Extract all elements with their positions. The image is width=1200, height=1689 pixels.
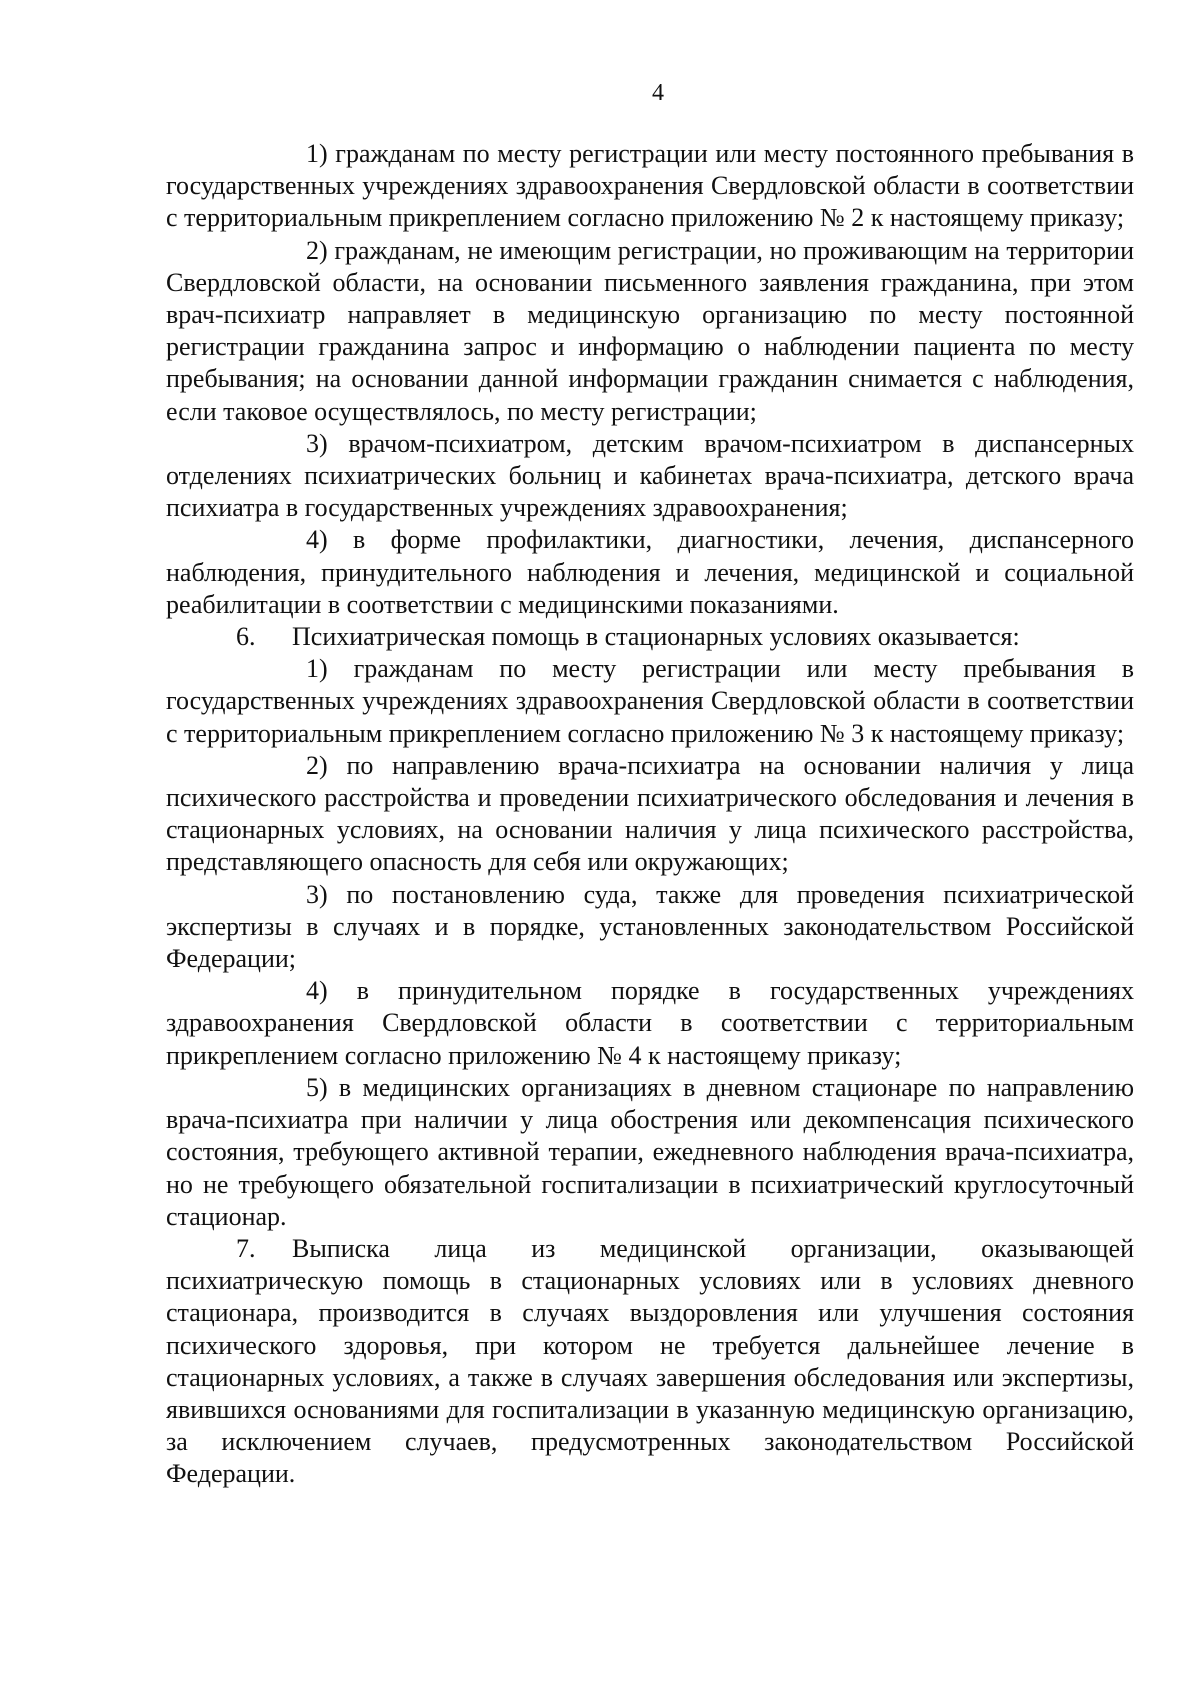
item-text: по направлению врача-психиатра на основании наличия у лица психического расстройства и проведении психиатрического обследования и лечения в стационарных условиях, на основании наличия у лица психического расстройства, представляющего опасность для себя или окружающих; <box>166 750 1135 877</box>
list-item <box>166 879 1134 976</box>
item-text: гражданам по месту регистрации или месту пребывания в государственных учреждениях здравоохранения Свердловской области в соответствии с территориальным прикреплением согласно приложению № 3 к настоящему приказу; <box>166 654 1134 748</box>
section-text: Психиатрическая помощь в стационарных условиях оказывается: <box>292 622 1020 652</box>
section-number: 7. <box>236 1233 256 1263</box>
section-number: 6. <box>236 622 256 652</box>
item-number: 2) <box>306 235 328 265</box>
item-text: по постановлению суда, также для проведения психиатрической экспертизы в случаях и в порядке, установленных законодательством Российской Федерации; <box>166 879 1134 974</box>
list-item <box>166 653 1134 750</box>
list-item <box>166 975 1134 1072</box>
item-text: в медицинских организациях в дневном стационаре по направлению врача-психиатра при наличии у лица обострения или декомпенсация психического состояния, требующего активной терапии, ежедневного наблюдения врача-психиатра, но не требующего обязательной госпитализации в психиатрический круглосуточный стационар. <box>166 1072 1134 1231</box>
page-number: 4 <box>652 80 664 106</box>
section-text: Выписка лица из медицинской организации, оказывающей психиатрическую помощь в стационарных условиях или в условиях дневного стационара, производится в случаях выздоровления или улучшения состояния психического здоровья, при котором не требуется дальнейшее лечение в стационарных условиях, а также в случаях завершения обследования или экспертизы, явившихся основаниями для госпитализации в указанную медицинскую организацию, за исключением случаев, предусмотренных законодательством Российской Федерации. <box>166 1233 1134 1489</box>
item-number: 1) <box>306 139 328 168</box>
list-item <box>166 235 1134 428</box>
item-text: гражданам по месту регистрации или месту постоянного пребывания в государственных учреждениях здравоохранения Свердловской области в соответствии с территориальным прикреплением согласно приложению № 2 к настоящему приказу; <box>166 139 1134 233</box>
item-number: 3) <box>306 879 328 909</box>
item-number: 3) <box>306 428 328 458</box>
list-item <box>166 138 1134 235</box>
section-paragraph <box>166 621 1134 653</box>
item-number: 5) <box>306 1072 328 1102</box>
list-item <box>166 428 1134 525</box>
item-number: 2) <box>306 750 328 780</box>
item-text: гражданам, не имеющим регистрации, но проживающим на территории Свердловской области, на основании письменного заявления гражданина, при этом врач-психиатр направляет в медицинскую организацию по месту постоянной регистрации гражданина запрос и информацию о наблюдении пациента по месту пребывания; на основании данной информации гражданин снимается с наблюдения, если таковое осуществлялось, по месту регистрации; <box>166 235 1134 426</box>
section-paragraph <box>166 1233 1134 1491</box>
item-text: врачом-психиатром, детским врачом-психиатром в диспансерных отделениях психиатрических больниц и кабинетах врача-психиатра, детского врача психиатра в государственных учреждениях здравоохранения; <box>166 428 1135 523</box>
item-number: 1) <box>306 654 328 684</box>
list-item <box>166 750 1134 879</box>
list-item <box>166 524 1134 621</box>
item-number: 4) <box>306 976 328 1006</box>
document-body <box>166 138 1134 1491</box>
item-number: 4) <box>306 525 328 555</box>
item-text: в форме профилактики, диагностики, лечения, диспансерного наблюдения, принудительного наблюдения и лечения, медицинской и социальной реабилитации в соответствии с медицинскими показаниями. <box>166 525 1134 619</box>
list-item <box>166 1072 1134 1233</box>
item-text: в принудительном порядке в государственных учреждениях здравоохранения Свердловской области в соответствии с территориальным прикреплением согласно приложению № 4 к настоящему приказу; <box>166 976 1135 1070</box>
